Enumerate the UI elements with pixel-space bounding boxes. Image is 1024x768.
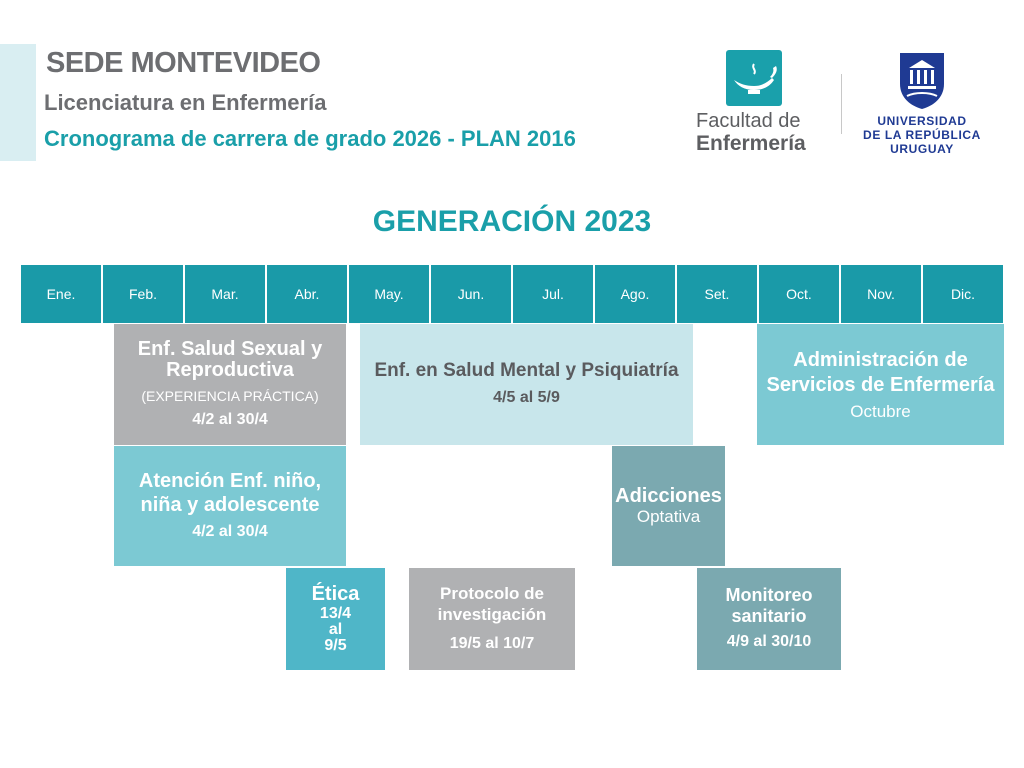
course-name: Monitoreo sanitario	[725, 585, 813, 626]
month-jul: Jul.	[512, 264, 594, 324]
university-name-line2: DE LA REPÚBLICA	[863, 128, 981, 142]
course-name: Atención Enf. niño, niña y adolescente	[138, 470, 322, 516]
course-date-separator: al	[328, 621, 343, 638]
university-name-line3: URUGUAY	[890, 142, 954, 156]
oil-lamp-icon	[726, 50, 782, 106]
course-name: Protocolo de investigación	[437, 584, 547, 624]
course-name: Ética	[311, 583, 360, 605]
course-dates: 4/5 al 5/9	[493, 389, 560, 406]
course-protocolo	[409, 568, 575, 670]
course-dates: 4/2 al 30/4	[192, 410, 268, 428]
faculty-name-line2: Enfermería	[696, 132, 806, 155]
month-aug: Ago.	[594, 264, 676, 324]
course-etica	[286, 568, 385, 670]
course-dates: 4/9 al 30/10	[726, 633, 812, 650]
schedule-title: Cronograma de carrera de grado 2026 - PLAN 2016	[44, 126, 576, 151]
university-logo	[860, 50, 984, 158]
faculty-logo	[696, 50, 816, 155]
month-may: May.	[348, 264, 430, 324]
course-date-start: 13/4	[319, 605, 352, 622]
month-apr: Abr.	[266, 264, 348, 324]
course-note: (EXPERIENCIA PRÁCTICA)	[141, 387, 319, 404]
faculty-name-line1: Facultad de	[696, 110, 801, 132]
months-header	[20, 264, 1004, 324]
course-atencion-nino	[114, 446, 346, 566]
month-dec: Dic.	[922, 264, 1004, 324]
course-date-end: 9/5	[324, 637, 347, 654]
course-dates: 4/2 al 30/4	[192, 523, 268, 540]
university-crest-icon	[897, 50, 947, 110]
month-feb: Feb.	[102, 264, 184, 324]
logo-divider	[841, 74, 842, 134]
generation-title: GENERACIÓN 2023	[372, 205, 652, 238]
course-salud-sexual	[114, 324, 346, 445]
course-monitoreo	[697, 568, 841, 670]
month-sep: Set.	[676, 264, 758, 324]
course-name: Administración de Servicios de Enfermería	[766, 349, 995, 396]
page-title: SEDE MONTEVIDEO	[46, 47, 321, 79]
month-oct: Oct.	[758, 264, 840, 324]
header-accent-bar	[0, 44, 36, 161]
course-salud-mental	[360, 324, 693, 445]
course-type: Optativa	[636, 507, 701, 526]
course-period: Octubre	[850, 402, 911, 421]
course-name: Enf. Salud Sexual y Reproductiva	[137, 337, 323, 381]
course-adicciones	[612, 446, 725, 566]
month-nov: Nov.	[840, 264, 922, 324]
course-name: Adicciones	[615, 485, 722, 507]
degree-title: Licenciatura en Enfermería	[44, 90, 327, 115]
month-mar: Mar.	[184, 264, 266, 324]
university-name-line1: UNIVERSIDAD	[877, 114, 967, 128]
course-administracion	[757, 324, 1004, 445]
course-dates: 19/5 al 10/7	[449, 635, 535, 652]
course-name: Enf. en Salud Mental y Psiquiatría	[374, 360, 679, 381]
month-jun: Jun.	[430, 264, 512, 324]
month-jan: Ene.	[20, 264, 102, 324]
